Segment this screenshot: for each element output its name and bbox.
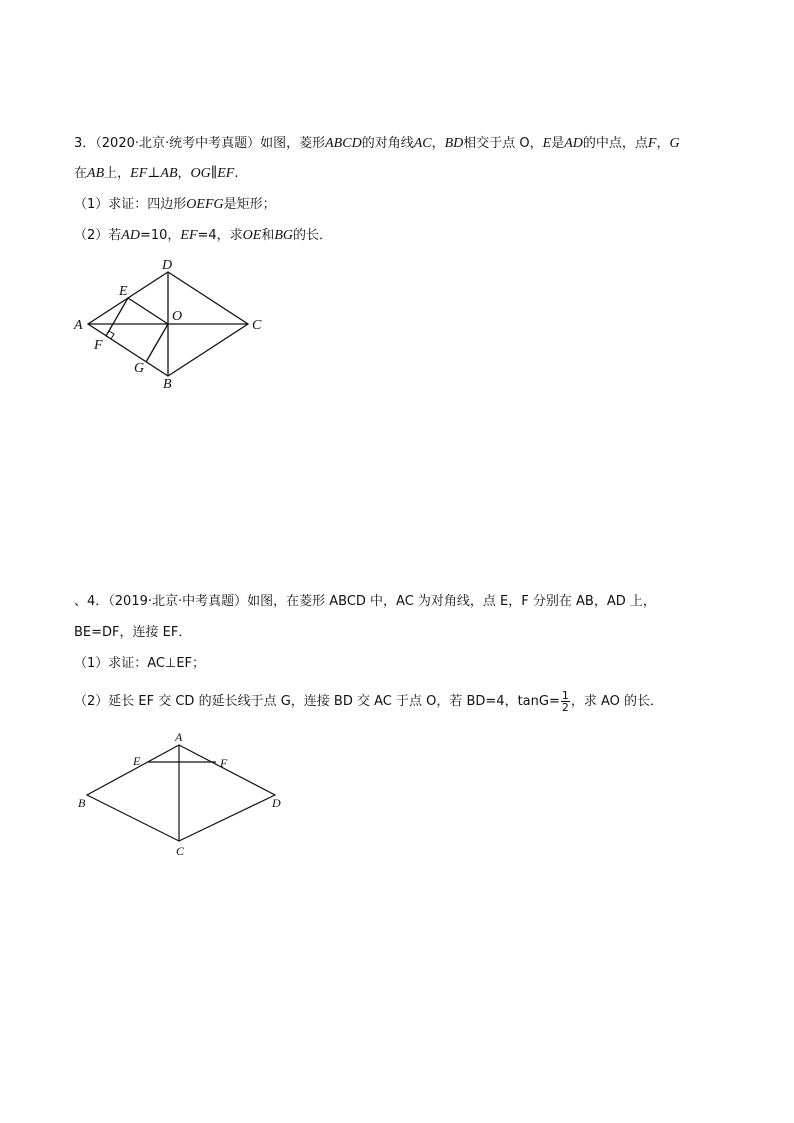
segment-eo (128, 298, 168, 324)
problem-3-part-1: （1）求证：四边形OEFG是矩形； (74, 197, 276, 212)
rhombus-abcd (87, 745, 275, 841)
label-e: E (133, 754, 141, 768)
label-d: D (272, 796, 281, 810)
problem-3-statement-line-2: 在AB上，EF⊥AB，OG∥EF. (74, 166, 239, 181)
segment-og (146, 324, 168, 362)
label-a: A (175, 730, 183, 744)
problem-3-rhombus-figure (60, 250, 280, 395)
label-g: G (134, 361, 145, 376)
label-a: A (74, 318, 83, 333)
problem-4-part-1: （1）求证：AC⊥EF； (74, 656, 206, 671)
label-b: B (78, 796, 86, 810)
label-e: E (119, 284, 128, 299)
problem-3-statement-line-1: 3．（2020·北京·统考中考真题）如图，菱形ABCD的对角线AC，BD相交于点 O，E是AD的中点，点F，G (74, 136, 680, 151)
problem-4-rhombus-figure (70, 725, 290, 860)
label-d: D (162, 258, 173, 273)
label-c: C (252, 318, 262, 333)
problem-4-part-2: （2）延长 EF 交 CD 的延长线于点 G，连接 BD 交 AC 于点 O，若 BD=4，tanG= $\frac{1}{2}$ ，求 AO 的长． (74, 689, 664, 714)
label-c: C (176, 844, 185, 858)
label-f: F (94, 338, 103, 353)
problem-4-statement-line-2: BE=DF，连接 EF． (74, 625, 192, 640)
label-b: B (163, 377, 172, 392)
segment-ef (106, 298, 128, 336)
fraction-one-half: $\frac{1}{2}$ (561, 689, 569, 714)
label-o: O (172, 309, 183, 324)
label-f: F (220, 756, 228, 770)
problem-3-part-2: （2）若AD=10，EF=4，求OE和BG的长． (74, 228, 333, 243)
problem-4-statement-line-1: 、4．（2019·北京·中考真题）如图，在菱形 ABCD 中，AC 为对角线，点 E，F 分别在 AB，AD 上， (74, 594, 656, 609)
